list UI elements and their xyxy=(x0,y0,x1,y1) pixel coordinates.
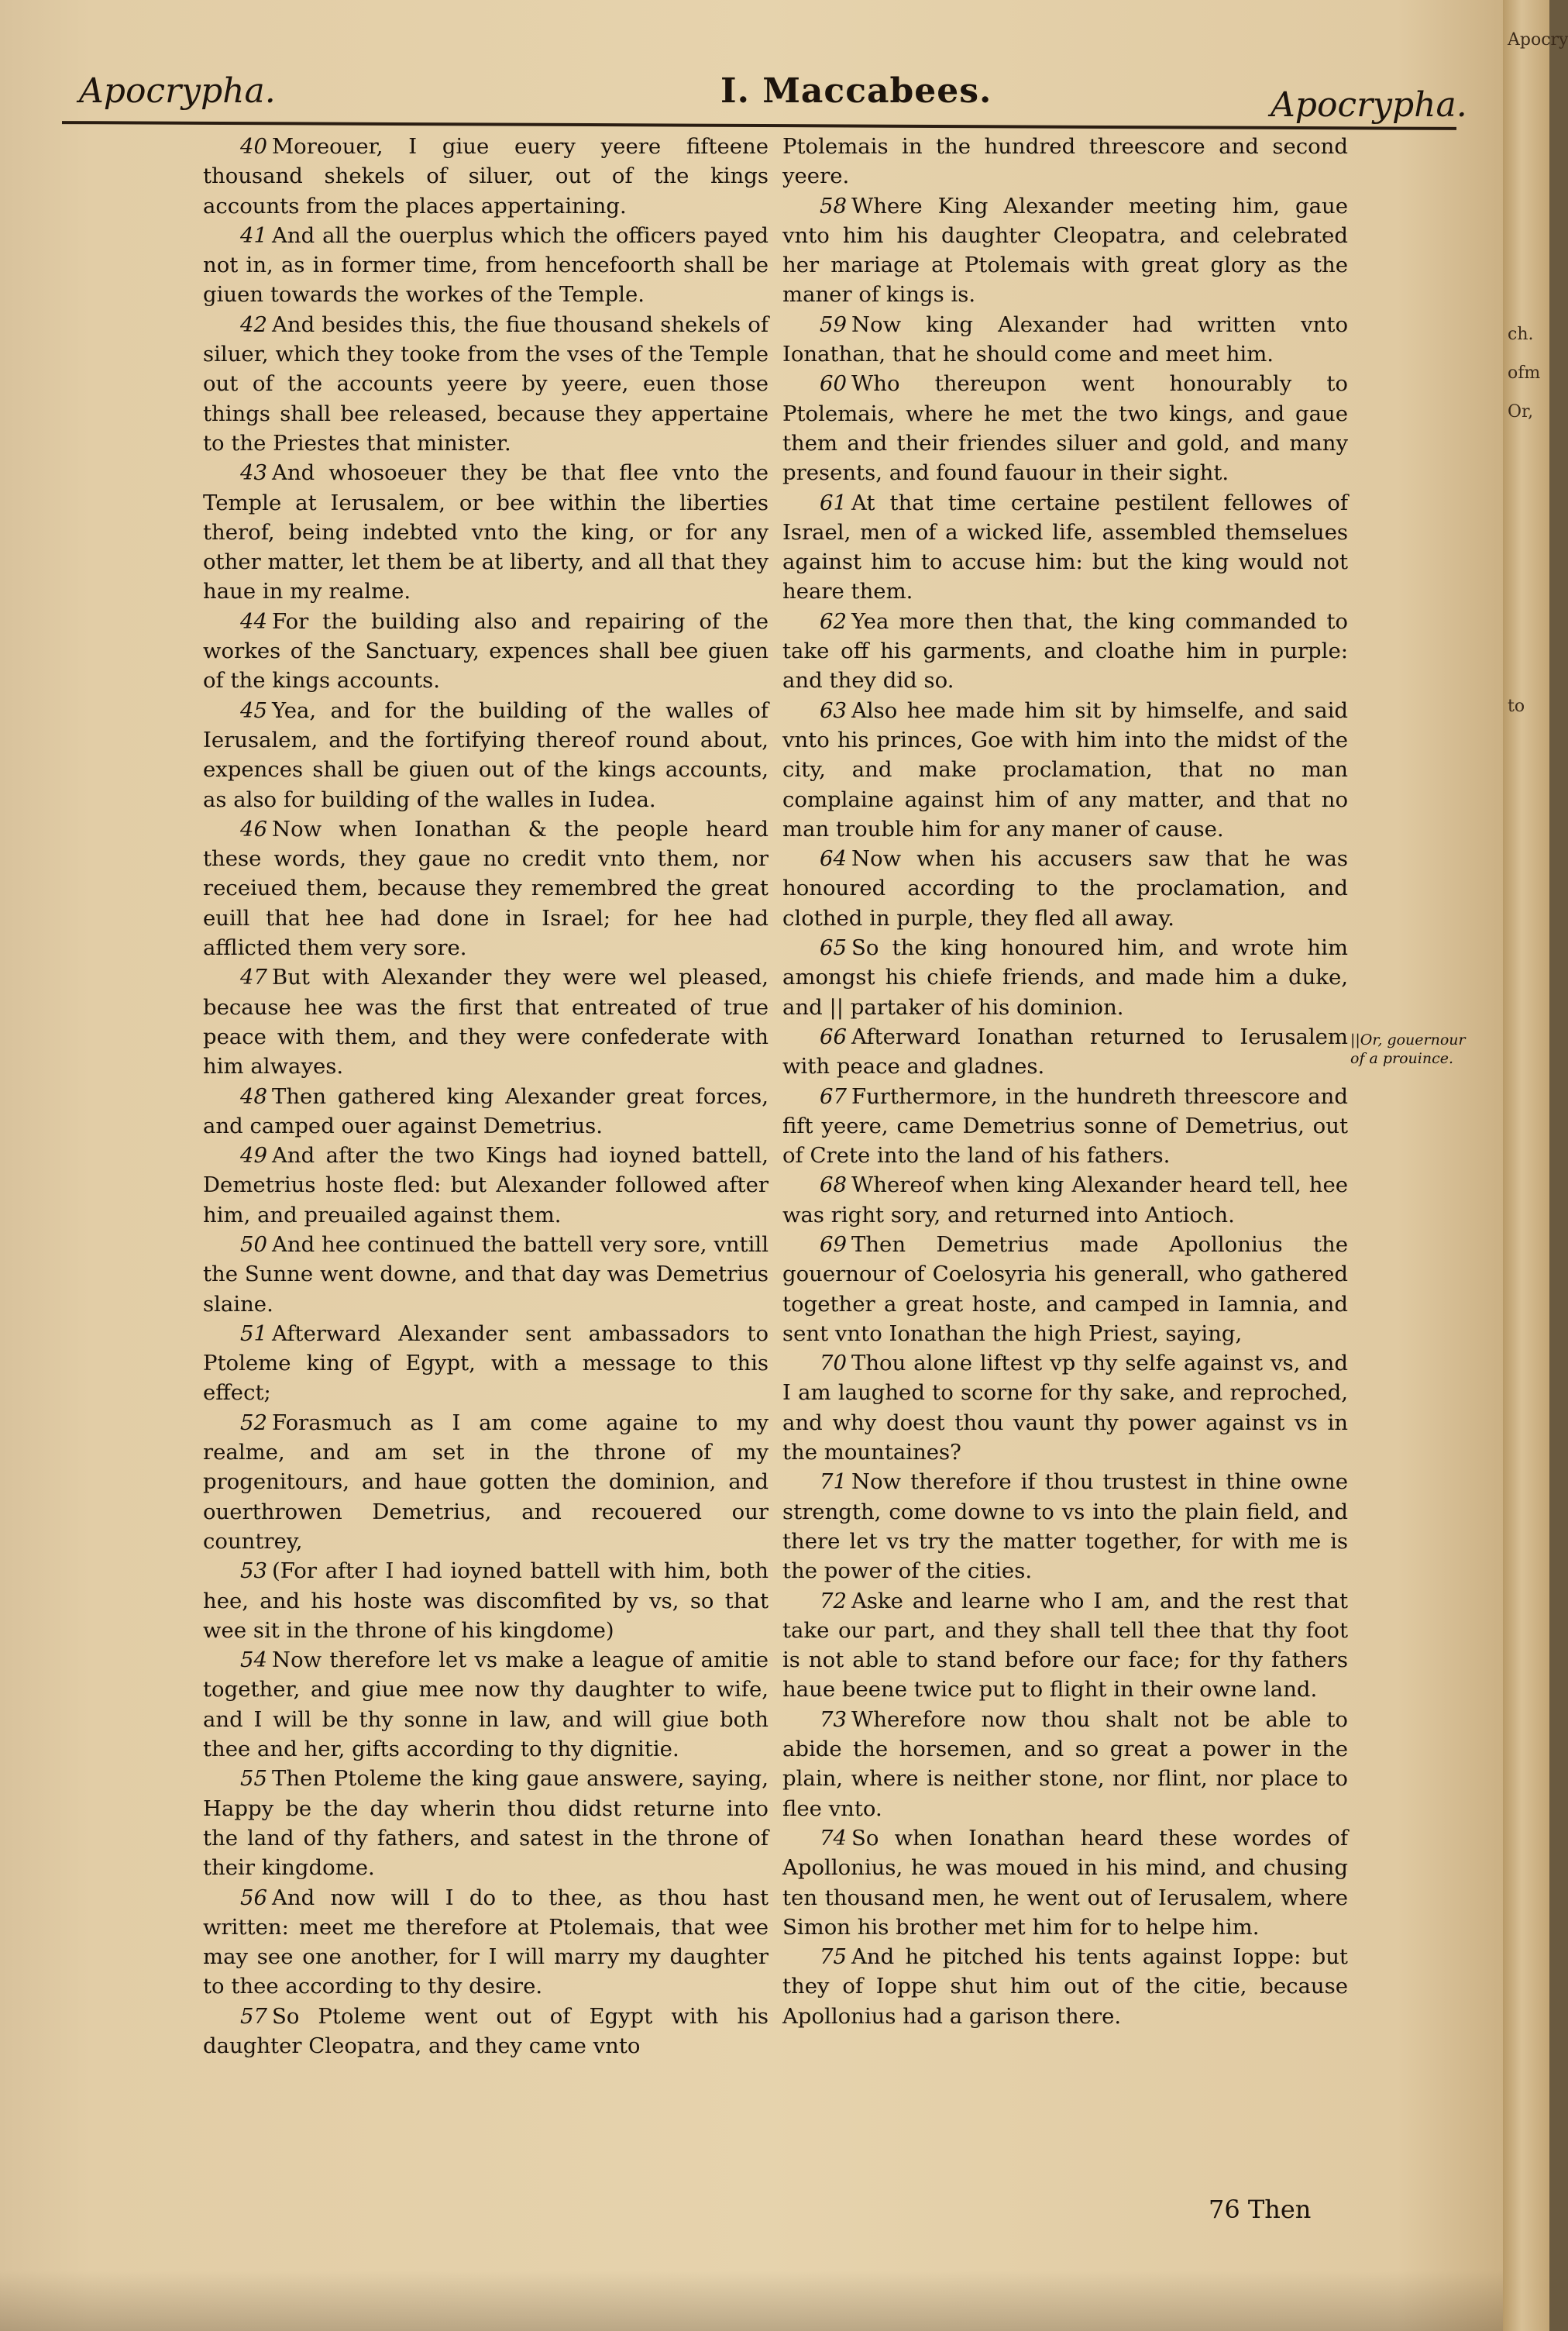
verse-text: Yea, and for the building of the walles of Ierusalem, and the fortifying thereof round about, expences shall be giuen out of the kings accounts, as also for building of the walles in Iudea. xyxy=(203,697,769,812)
verse xyxy=(203,1764,769,1882)
verse xyxy=(203,1319,769,1408)
verse-number: 55 xyxy=(240,1766,267,1792)
verse-text: Then Demetrius made Apollonius the gouernour of Coelosyria his generall, who gathered together a great hoste, and camped in Iamnia, and sent vnto Ionathan the high Priest, saying, xyxy=(782,1231,1348,1346)
verse-number: 71 xyxy=(820,1469,847,1495)
verse-number: 44 xyxy=(240,608,267,634)
verse-text: And besides this, the fiue thousand shekels of siluer, which they tooke from the vses of the Temple out of the accounts yeere by yeere, euen those things shall bee released, because they appertaine to the Priestes that minister. xyxy=(203,312,769,456)
verse xyxy=(203,696,769,814)
verse-number: 42 xyxy=(240,312,267,337)
verse-number: 50 xyxy=(240,1231,267,1257)
verse-number: 69 xyxy=(820,1231,847,1257)
header-left-title: Apocrypha. xyxy=(79,71,276,111)
verse-text: Also hee made him sit by himselfe, and said vnto his princes, Goe with him into the midst of the city, and make proclamation, that no man complaine against him of any matter, and that no man trouble him for any maner of cause. xyxy=(782,697,1348,842)
verse xyxy=(203,1883,769,2002)
verse-text: Thou alone liftest vp thy selfe against vs, and I am laughed to scorne for thy sake, and reproched, and why doest thou vaunt thy power against vs in the mountaines? xyxy=(782,1351,1348,1465)
verse-text: Then Ptoleme the king gaue answere, saying, Happy be the day wherin thou didst returne into the land of thy fathers, and satest in the throne of their kingdome. xyxy=(203,1766,769,1881)
adjacent-page-fragment: Apocry xyxy=(1508,30,1568,50)
verse-text: Afterward Ionathan returned to Ierusalem with peace and gladnes. xyxy=(782,1024,1348,1079)
verse-text: Wherefore now thou shalt not be able to abide the horsemen, and so great a power in the plain, where is neither stone, nor flint, nor place to flee vnto. xyxy=(782,1706,1348,1821)
verse xyxy=(782,696,1348,844)
verse-number: 67 xyxy=(820,1083,847,1109)
verse-number: 74 xyxy=(820,1825,847,1851)
verse xyxy=(203,1645,769,1764)
verse-number: 58 xyxy=(820,193,847,219)
verse-number: 52 xyxy=(240,1410,267,1435)
verse-text: And after the two Kings had ioyned battell, Demetrius hoste fled: but Alexander followed after him, and preuailed against them. xyxy=(203,1143,769,1227)
verse-text: So Ptoleme went out of Egypt with his daughter Cleopatra, and they came vnto xyxy=(203,2003,769,2058)
verse-number: 59 xyxy=(820,312,847,337)
verse-number: 53 xyxy=(240,1558,267,1584)
verse-number: 65 xyxy=(820,935,847,961)
verse xyxy=(782,1230,1348,1348)
verse xyxy=(203,1082,769,1141)
verse-number: 47 xyxy=(240,965,267,990)
verse xyxy=(782,1082,1348,1171)
verse-text: Now when his accusers saw that he was honoured according to the proclamation, and clothed in purple, they fled all away. xyxy=(782,846,1348,931)
verse xyxy=(782,1467,1348,1586)
verse xyxy=(203,962,769,1081)
verse xyxy=(203,310,769,458)
adjacent-page-fragment: Or, xyxy=(1508,402,1534,422)
verse-text: Yea more then that, the king commanded to take off his garments, and cloathe him in purple: and they did so. xyxy=(782,608,1348,694)
verse xyxy=(203,814,769,962)
verse-number: 48 xyxy=(240,1083,267,1109)
verse-number: 75 xyxy=(820,1944,847,1970)
verse xyxy=(782,191,1348,310)
verse-text: And hee continued the battell very sore, vntill the Sunne went downe, and that day was Demetrius slaine. xyxy=(203,1231,769,1317)
verse xyxy=(203,607,769,696)
verse xyxy=(782,1942,1348,2031)
verse-text: Moreouer, I giue euery yeere fifteene thousand shekels of siluer, out of the kings accounts from the places appertaining. xyxy=(203,134,769,219)
verse xyxy=(782,310,1348,370)
verse-text: Then gathered king Alexander great forces, and camped ouer against Demetrius. xyxy=(203,1083,769,1138)
adjacent-page-fragment: ch. xyxy=(1508,325,1534,344)
verse-number: 60 xyxy=(820,371,847,397)
verse xyxy=(203,221,769,310)
verse-text: Aske and learne who I am, and the rest that take our part, and they shall tell thee that thy foot is not able to stand before our face; for thy fathers haue beene twice put to flight in their owne land. xyxy=(782,1588,1348,1703)
verse-text: For the building also and repairing of the workes of the Sanctuary, expences shall bee giuen of the kings accounts. xyxy=(203,608,769,694)
verse-number: 49 xyxy=(240,1143,267,1169)
verse-number: 73 xyxy=(820,1706,847,1732)
left-column xyxy=(203,132,769,2061)
verse-text: At that time certaine pestilent fellowes of Israel, men of a wicked life, assembled themselues against him to accuse him: but the king would not heare them. xyxy=(782,490,1348,604)
verse-number: 51 xyxy=(240,1320,267,1346)
verse-text: Now king Alexander had written vnto Ionathan, that he should come and meet him. xyxy=(782,312,1348,367)
verse-text: But with Alexander they were wel pleased, because hee was the first that entreated of true peace with them, and they were confederate with him alwayes. xyxy=(203,965,769,1079)
verse xyxy=(782,1705,1348,1823)
verse-text: Ptolemais in the hundred threescore and second yeere. xyxy=(782,134,1348,189)
page-shadow xyxy=(0,2271,1518,2331)
verse-text: Now when Ionathan & the people heard these words, they gaue no credit vnto them, nor receiued them, because they remembred the great euill that hee had done in Israel; for hee had afflicted them very sore. xyxy=(203,816,769,961)
verse xyxy=(203,1230,769,1319)
verse-number: 68 xyxy=(820,1172,847,1198)
verse-text: And now will I do to thee, as thou hast written: meet me therefore at Ptolemais, that wee may see one another, for I will marry my daughter to thee according to thy desire. xyxy=(203,1885,769,1999)
header-book-title: I. Maccabees. xyxy=(720,71,992,111)
verse-text: And whosoeuer they be that flee vnto the Temple at Ierusalem, or bee within the liberties therof, being indebted vnto the king, or for any other matter, let them be at liberty, and all that they haue in my realme. xyxy=(203,460,769,604)
verse-text: Where King Alexander meeting him, gaue vnto him his daughter Cleopatra, and celebrated her mariage at Ptolemais with great glory as the maner of kings is. xyxy=(782,193,1348,308)
verse-number: 72 xyxy=(820,1588,847,1613)
verse-text: And all the ouerplus which the officers payed not in, as in former time, from hencefoorth shall be giuen towards the workes of the Temple. xyxy=(203,222,769,308)
verse-number: 40 xyxy=(240,134,267,159)
verse xyxy=(203,1408,769,1556)
marginal-note: ||Or, gouernour of a prouince. xyxy=(1350,1031,1466,1067)
verse-text: Forasmuch as I am come againe to my realme, and am set in the throne of my progenitours, and haue gotten the dominion, and ouerthrowen Demetrius, and recouered our countrey, xyxy=(203,1410,769,1554)
verse xyxy=(203,458,769,606)
verse-number: 66 xyxy=(820,1024,847,1049)
verse-text: Furthermore, in the hundreth threescore and fift yeere, came Demetrius sonne of Demetrius, out of Crete into the land of his fathers. xyxy=(782,1083,1348,1169)
verse xyxy=(782,369,1348,487)
verse-number: 57 xyxy=(240,2003,267,2029)
verse-text: Who thereupon went honourably to Ptolemais, where he met the two kings, and gaue them and their friendes siluer and gold, and many presents, and found fauour in their sight. xyxy=(782,371,1348,486)
header-right-title: Apocrypha. xyxy=(1271,85,1467,125)
verse xyxy=(782,1823,1348,1942)
verse xyxy=(782,132,1348,191)
verse xyxy=(782,1170,1348,1230)
catchword: 76 Then xyxy=(1209,2195,1312,2224)
verse xyxy=(203,1141,769,1230)
verse-text: Whereof when king Alexander heard tell, hee was right sory, and returned into Antioch. xyxy=(782,1172,1348,1227)
verse-text: Afterward Alexander sent ambassadors to Ptoleme king of Egypt, with a message to this effect; xyxy=(203,1320,769,1406)
verse-number: 56 xyxy=(240,1885,267,1910)
running-header xyxy=(62,64,1467,126)
verse xyxy=(782,1586,1348,1705)
verse xyxy=(203,2002,769,2061)
verse xyxy=(782,1348,1348,1467)
verse-number: 54 xyxy=(240,1648,267,1673)
verse-number: 63 xyxy=(820,697,847,723)
verse-text: Now therefore if thou trustest in thine owne strength, come downe to vs into the plain field, and there let vs try the matter together, for with me is the power of the cities. xyxy=(782,1469,1348,1584)
verse-number: 70 xyxy=(820,1351,847,1376)
verse-text: So the king honoured him, and wrote him amongst his chiefe friends, and made him a duke, and || partaker of his dominion. xyxy=(782,935,1348,1020)
verse-text: So when Ionathan heard these wordes of Apollonius, he was moued in his mind, and chusing ten thousand men, he went out of Ierusalem, where Simon his brother met him for to helpe him. xyxy=(782,1825,1348,1940)
verse xyxy=(203,1556,769,1645)
verse-text: (For after I had ioyned battell with him, both hee, and his hoste was discomfited by vs, so that wee sit in the throne of his kingdome) xyxy=(203,1558,769,1643)
verse xyxy=(782,488,1348,607)
verse-text: Now therefore let vs make a league of amitie together, and giue mee now thy daughter to wife, and I will be thy sonne in law, and will giue both thee and her, gifts according to thy dignitie. xyxy=(203,1648,769,1762)
verse xyxy=(782,933,1348,1022)
verse xyxy=(203,132,769,221)
verse-number: 61 xyxy=(820,490,847,515)
verse-number: 46 xyxy=(240,816,267,842)
verse-number: 41 xyxy=(240,222,267,248)
adjacent-page-fragment: ofm xyxy=(1508,363,1541,383)
verse-text: And he pitched his tents against Ioppe: but they of Ioppe shut him out of the citie, because Apollonius had a garison there. xyxy=(782,1944,1348,2029)
adjacent-page-edge xyxy=(1503,0,1568,2331)
verse xyxy=(782,607,1348,696)
verse-number: 62 xyxy=(820,608,847,634)
verse-number: 43 xyxy=(240,460,267,486)
verse-number: 45 xyxy=(240,697,267,723)
verse xyxy=(782,1022,1348,1082)
adjacent-page-fragment: to xyxy=(1508,697,1525,716)
verse xyxy=(782,844,1348,933)
verse-number: 64 xyxy=(820,846,847,872)
right-column xyxy=(782,132,1348,2031)
